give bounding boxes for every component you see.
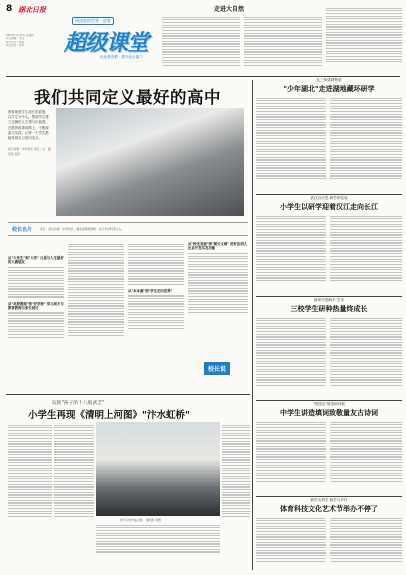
brief-headline: 体育科技文化艺术节举办不停了 bbox=[280, 505, 378, 513]
column-divider bbox=[252, 80, 253, 570]
column-title: 超级课堂 bbox=[64, 31, 149, 56]
main-body bbox=[8, 242, 248, 390]
brief-kicker: 从三角梁到桥梁 bbox=[316, 78, 342, 82]
brief-headline: 三校学生研种热量终成长 bbox=[290, 305, 368, 313]
intro-author: 武汉市第一中学校长 李红 / 文 · 通讯员 张萍 bbox=[8, 147, 51, 157]
brief-item bbox=[256, 402, 402, 418]
bottom-photo bbox=[96, 422, 220, 516]
intro-text: 教育就是学生成长的前提，以学生为中心，帮助学生建立正确的人生观与价值观。在教育改革的路上，不断探索与实践，让每一个学生都能发现自己的闪光点。 bbox=[8, 110, 49, 141]
meta-line: 责任校对：周华 bbox=[6, 44, 25, 48]
column-slogan: 阅读您的世界 · 迎春 bbox=[72, 17, 114, 25]
column-subtitle: 优化教育教 · 提升综合能力 bbox=[100, 55, 143, 59]
brief-kicker: "校园宝"研发研读报 bbox=[312, 402, 346, 406]
main-headline: 我们共同定义最好的高中 bbox=[34, 88, 221, 107]
meta-line: 版式设计：杨易 bbox=[6, 40, 25, 44]
bottom-headline: 小学生再现《清明上河图》"汴水虹桥" bbox=[28, 410, 190, 421]
top-article-title: 走进大自然 bbox=[214, 6, 245, 13]
brief-item bbox=[256, 498, 402, 514]
meta-line: 责任编辑：刘飞 bbox=[6, 37, 25, 41]
brief-kicker: 武汉百次见 研学体验周 bbox=[310, 196, 348, 200]
brief-headline: 中学生讲造填词致敬量友古诗词 bbox=[280, 409, 378, 417]
right-column bbox=[256, 78, 402, 572]
card-label: 校长名片 bbox=[12, 227, 33, 233]
brief-item bbox=[256, 298, 402, 314]
section-head: 从"本本源"到"学生走向世界" bbox=[128, 289, 173, 293]
brief-item bbox=[256, 78, 402, 94]
section-head: 从"名校教师"到"好学校" 学习成才与教育教师与家长同行 bbox=[8, 301, 64, 310]
bottom-body-col1 bbox=[8, 423, 52, 571]
brief-headline: 小学生以研学迎着汉江走向长江 bbox=[280, 203, 378, 211]
bottom-kicker: 玩转"孩子的十八般武艺" bbox=[52, 401, 105, 406]
brief-kicker: 研学大科学 研学与乡村 bbox=[310, 498, 348, 502]
top-article bbox=[162, 4, 402, 76]
brief-item bbox=[256, 196, 402, 212]
principal-card bbox=[8, 222, 248, 236]
bottom-body-col4 bbox=[96, 523, 220, 571]
masthead-meta bbox=[6, 34, 52, 48]
main-intro bbox=[8, 110, 52, 158]
bottom-body-col2 bbox=[54, 423, 94, 571]
masthead bbox=[6, 4, 156, 70]
bottom-divider bbox=[6, 394, 250, 395]
page-number: 8 bbox=[6, 4, 13, 14]
brief-kicker: 研读中国海平 学术 bbox=[314, 298, 344, 302]
meta-line: 2024年1月19日 星期四 bbox=[6, 34, 34, 37]
main-photo bbox=[56, 108, 244, 216]
paper-name: 湖北日报 bbox=[18, 6, 46, 14]
top-divider bbox=[6, 76, 400, 77]
brief-headline: "少年湖北"走进湖地藏环研学 bbox=[283, 85, 375, 93]
photo-caption: 孩子们与作品合影。 通讯员 供图 bbox=[120, 518, 161, 522]
card-text: 李红，武汉市第一中学校长，湖北省特级教师，武汉市学科带头人。 bbox=[40, 227, 124, 231]
section-head: 从"大先生"到"大学" 凡是与人生最好的人做朋友 bbox=[8, 256, 64, 265]
section-stamp: 校长说 bbox=[204, 362, 230, 375]
bottom-body-col3 bbox=[222, 423, 250, 571]
section-head: 从"校光发展"到"领天文领" 用好东西人比自开发实发功能 bbox=[188, 242, 248, 251]
